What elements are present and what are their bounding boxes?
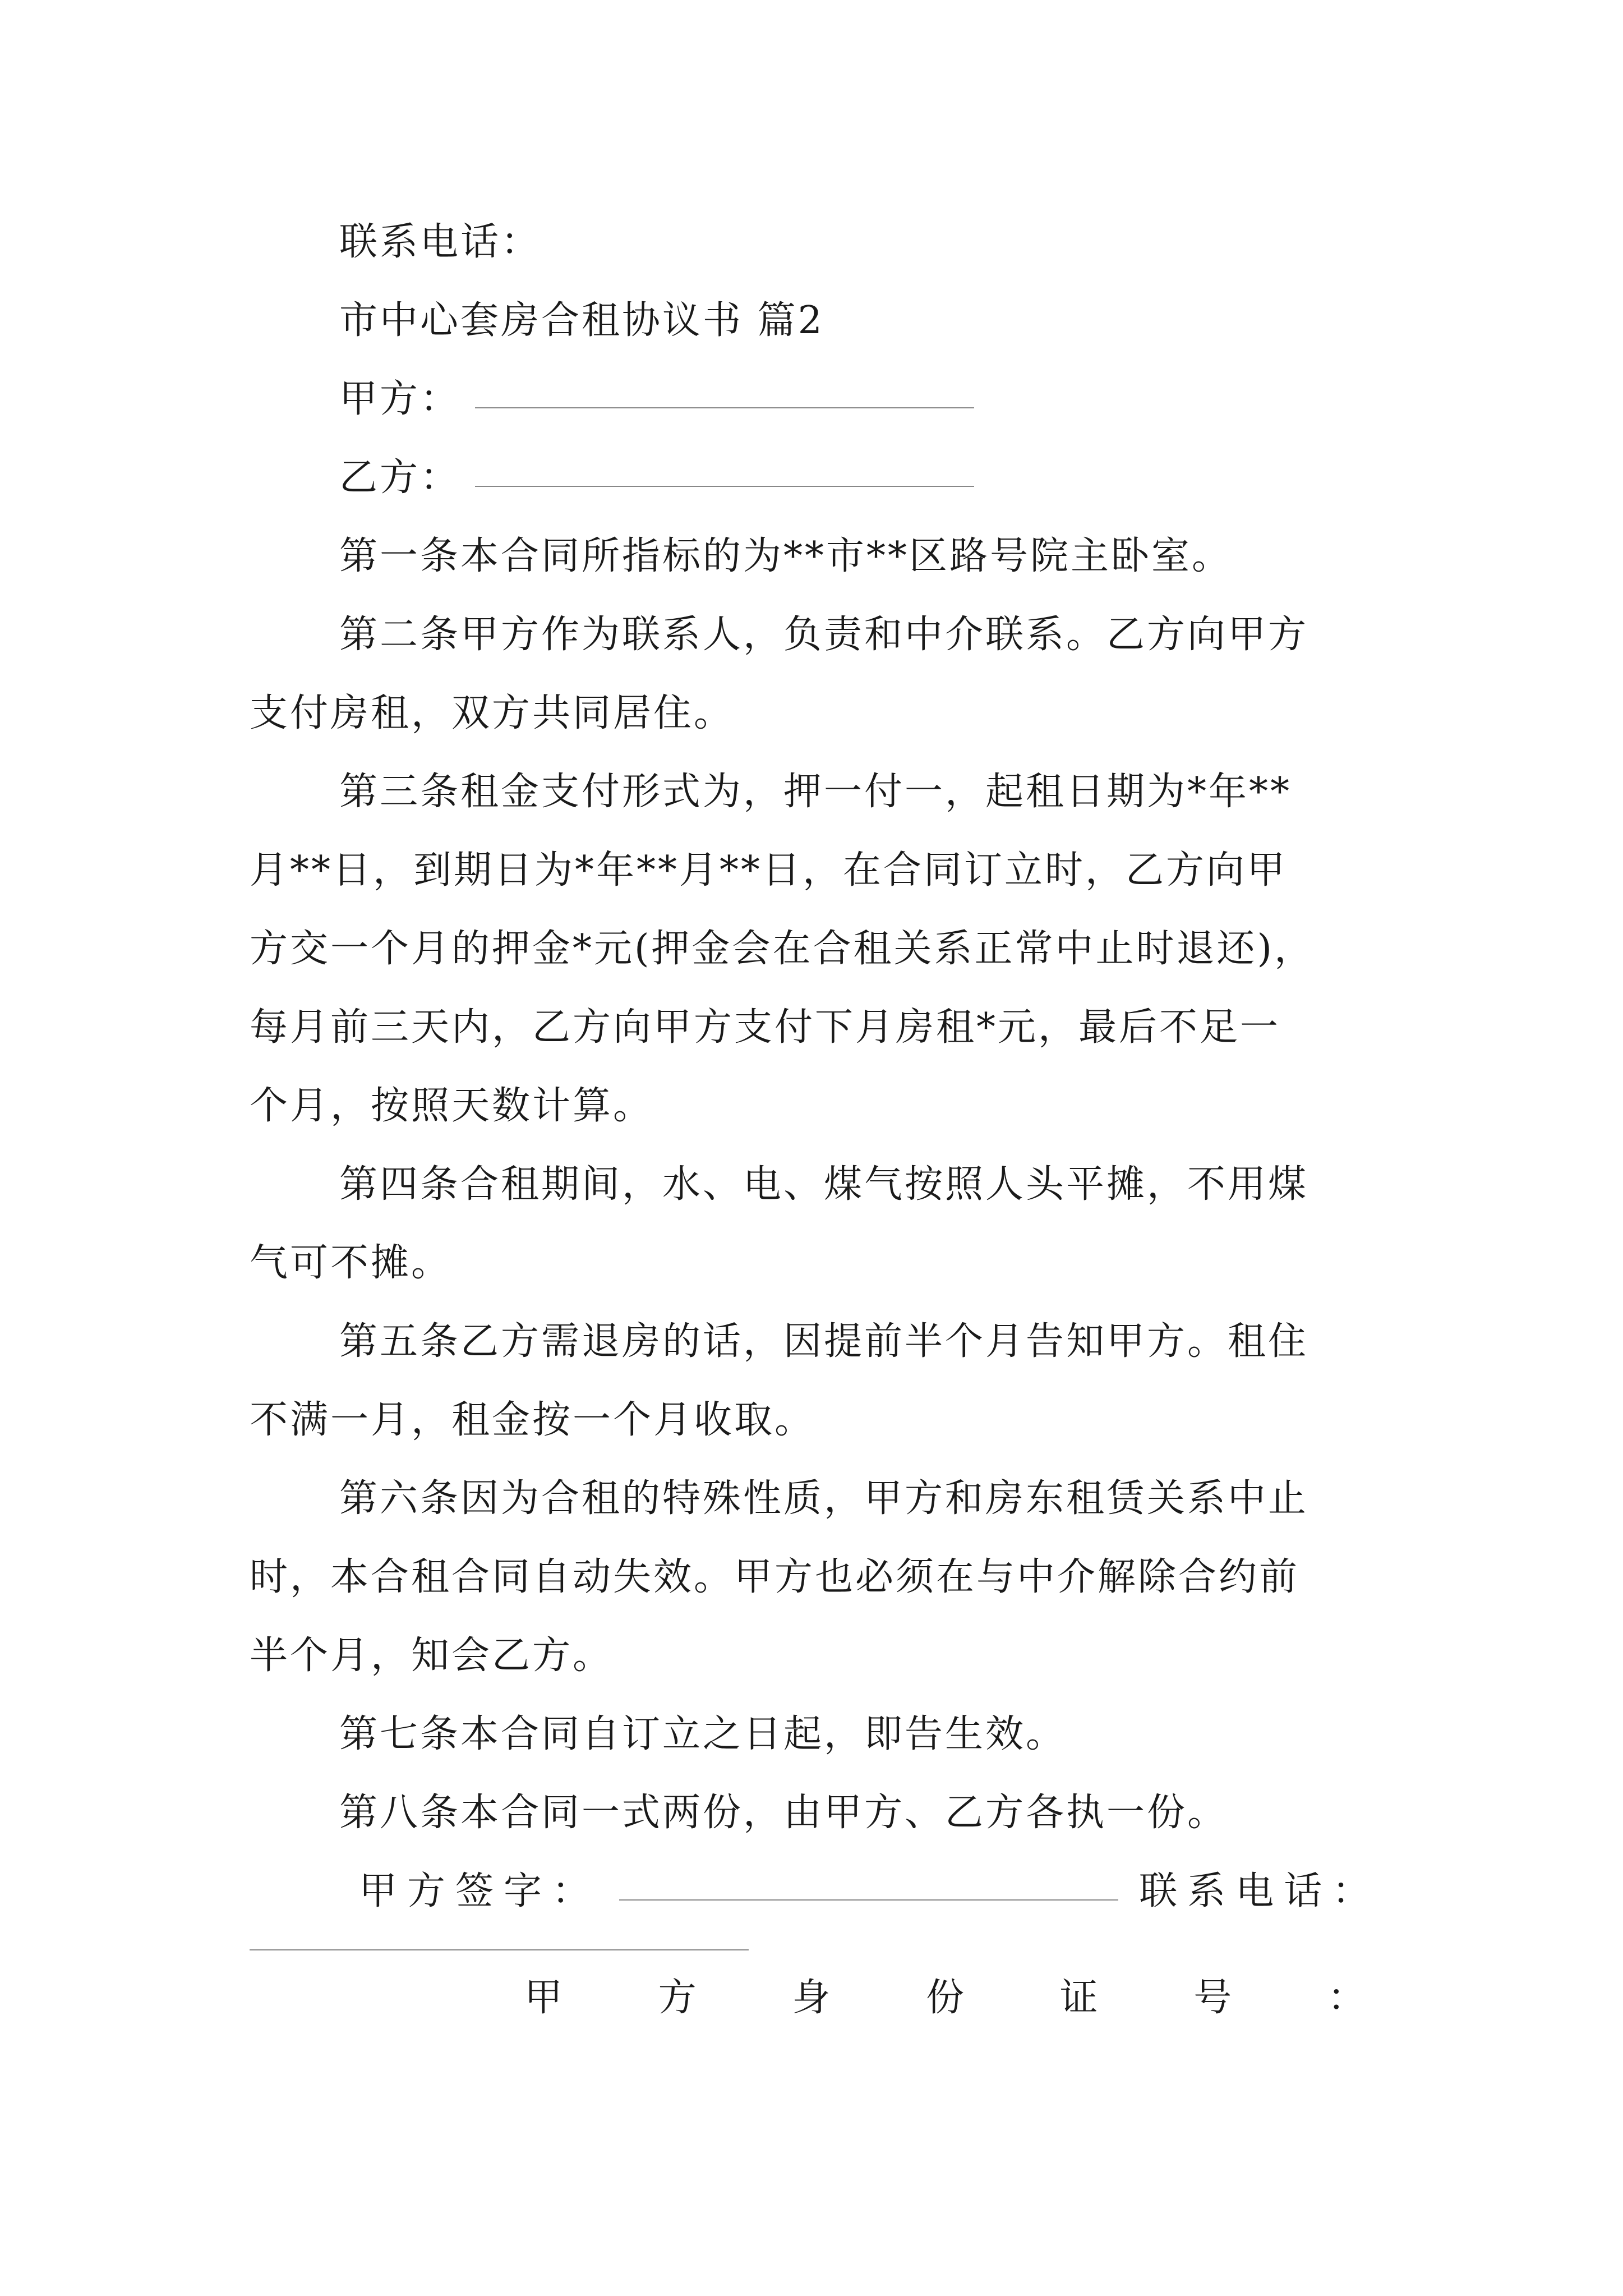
party-a-label: 甲方：	[339, 377, 461, 421]
document-title: 市中心套房合租协议书 篇2	[339, 298, 824, 343]
id-char: 身	[792, 1976, 831, 2020]
party-b-row	[339, 455, 974, 500]
article-6-line-3: 半个月，知会乙方。	[250, 1634, 614, 1678]
article-5-line-1: 第五条乙方需退房的话，因提前半个月告知甲方。租住	[339, 1319, 1309, 1364]
party-b-blank	[475, 486, 974, 487]
id-char: 号	[1193, 1976, 1232, 2020]
article-3-line-5: 个月，按照天数计算。	[250, 1084, 654, 1128]
party-a-row	[339, 377, 974, 421]
id-char: 方	[658, 1976, 697, 2020]
article-7: 第七条本合同自订立之日起，即告生效。	[339, 1712, 1067, 1756]
article-8: 第八条本合同一式两份，由甲方、乙方各执一份。	[339, 1791, 1228, 1835]
party-a-signature-row	[359, 1869, 1381, 1913]
article-3-line-3: 方交一个月的押金*元(押金会在合租关系正常中止时退还)，	[250, 927, 1315, 971]
article-6-line-1: 第六条因为合租的特殊性质，甲方和房东租赁关系中止	[339, 1476, 1309, 1521]
id-char: 证	[1059, 1976, 1098, 2020]
article-6-line-2: 时，本合租合同自动失效。甲方也必须在与中介解除合约前	[250, 1555, 1300, 1599]
party-a-signature-label: 甲方签字：	[359, 1869, 601, 1913]
party-a-signature-blank	[619, 1899, 1118, 1901]
article-3-line-1: 第三条租金支付形式为，押一付一，起租日期为*年**	[339, 770, 1292, 814]
article-2-line-2: 支付房租，双方共同居住。	[250, 691, 735, 735]
id-char: 甲	[524, 1976, 563, 2020]
id-char: ：	[1327, 1976, 1366, 2020]
article-4-line-2: 气可不摊。	[250, 1241, 452, 1285]
article-3-line-2: 月**日，到期日为*年**月**日，在合同订立时，乙方向甲	[250, 848, 1288, 892]
article-2-line-1: 第二条甲方作为联系人，负责和中介联系。乙方向甲方	[339, 613, 1309, 657]
party-b-label: 乙方：	[339, 455, 461, 500]
article-1: 第一条本合同所指标的为**市**区路号院主卧室。	[339, 534, 1233, 578]
article-4-line-1: 第四条合租期间，水、电、煤气按照人头平摊，不用煤	[339, 1162, 1309, 1207]
id-char: 份	[925, 1976, 964, 2020]
contact-phone-label: 联系电话：	[339, 220, 542, 264]
party-a-blank	[475, 407, 974, 408]
article-3-line-4: 每月前三天内，乙方向甲方支付下月房租*元，最后不足一	[250, 1005, 1281, 1050]
party-a-phone-blank	[250, 1949, 749, 1950]
article-5-line-2: 不满一月，租金按一个月收取。	[250, 1398, 815, 1442]
party-a-id-label	[524, 1976, 1366, 2020]
party-a-phone-label: 联系电话：	[1139, 1869, 1381, 1913]
